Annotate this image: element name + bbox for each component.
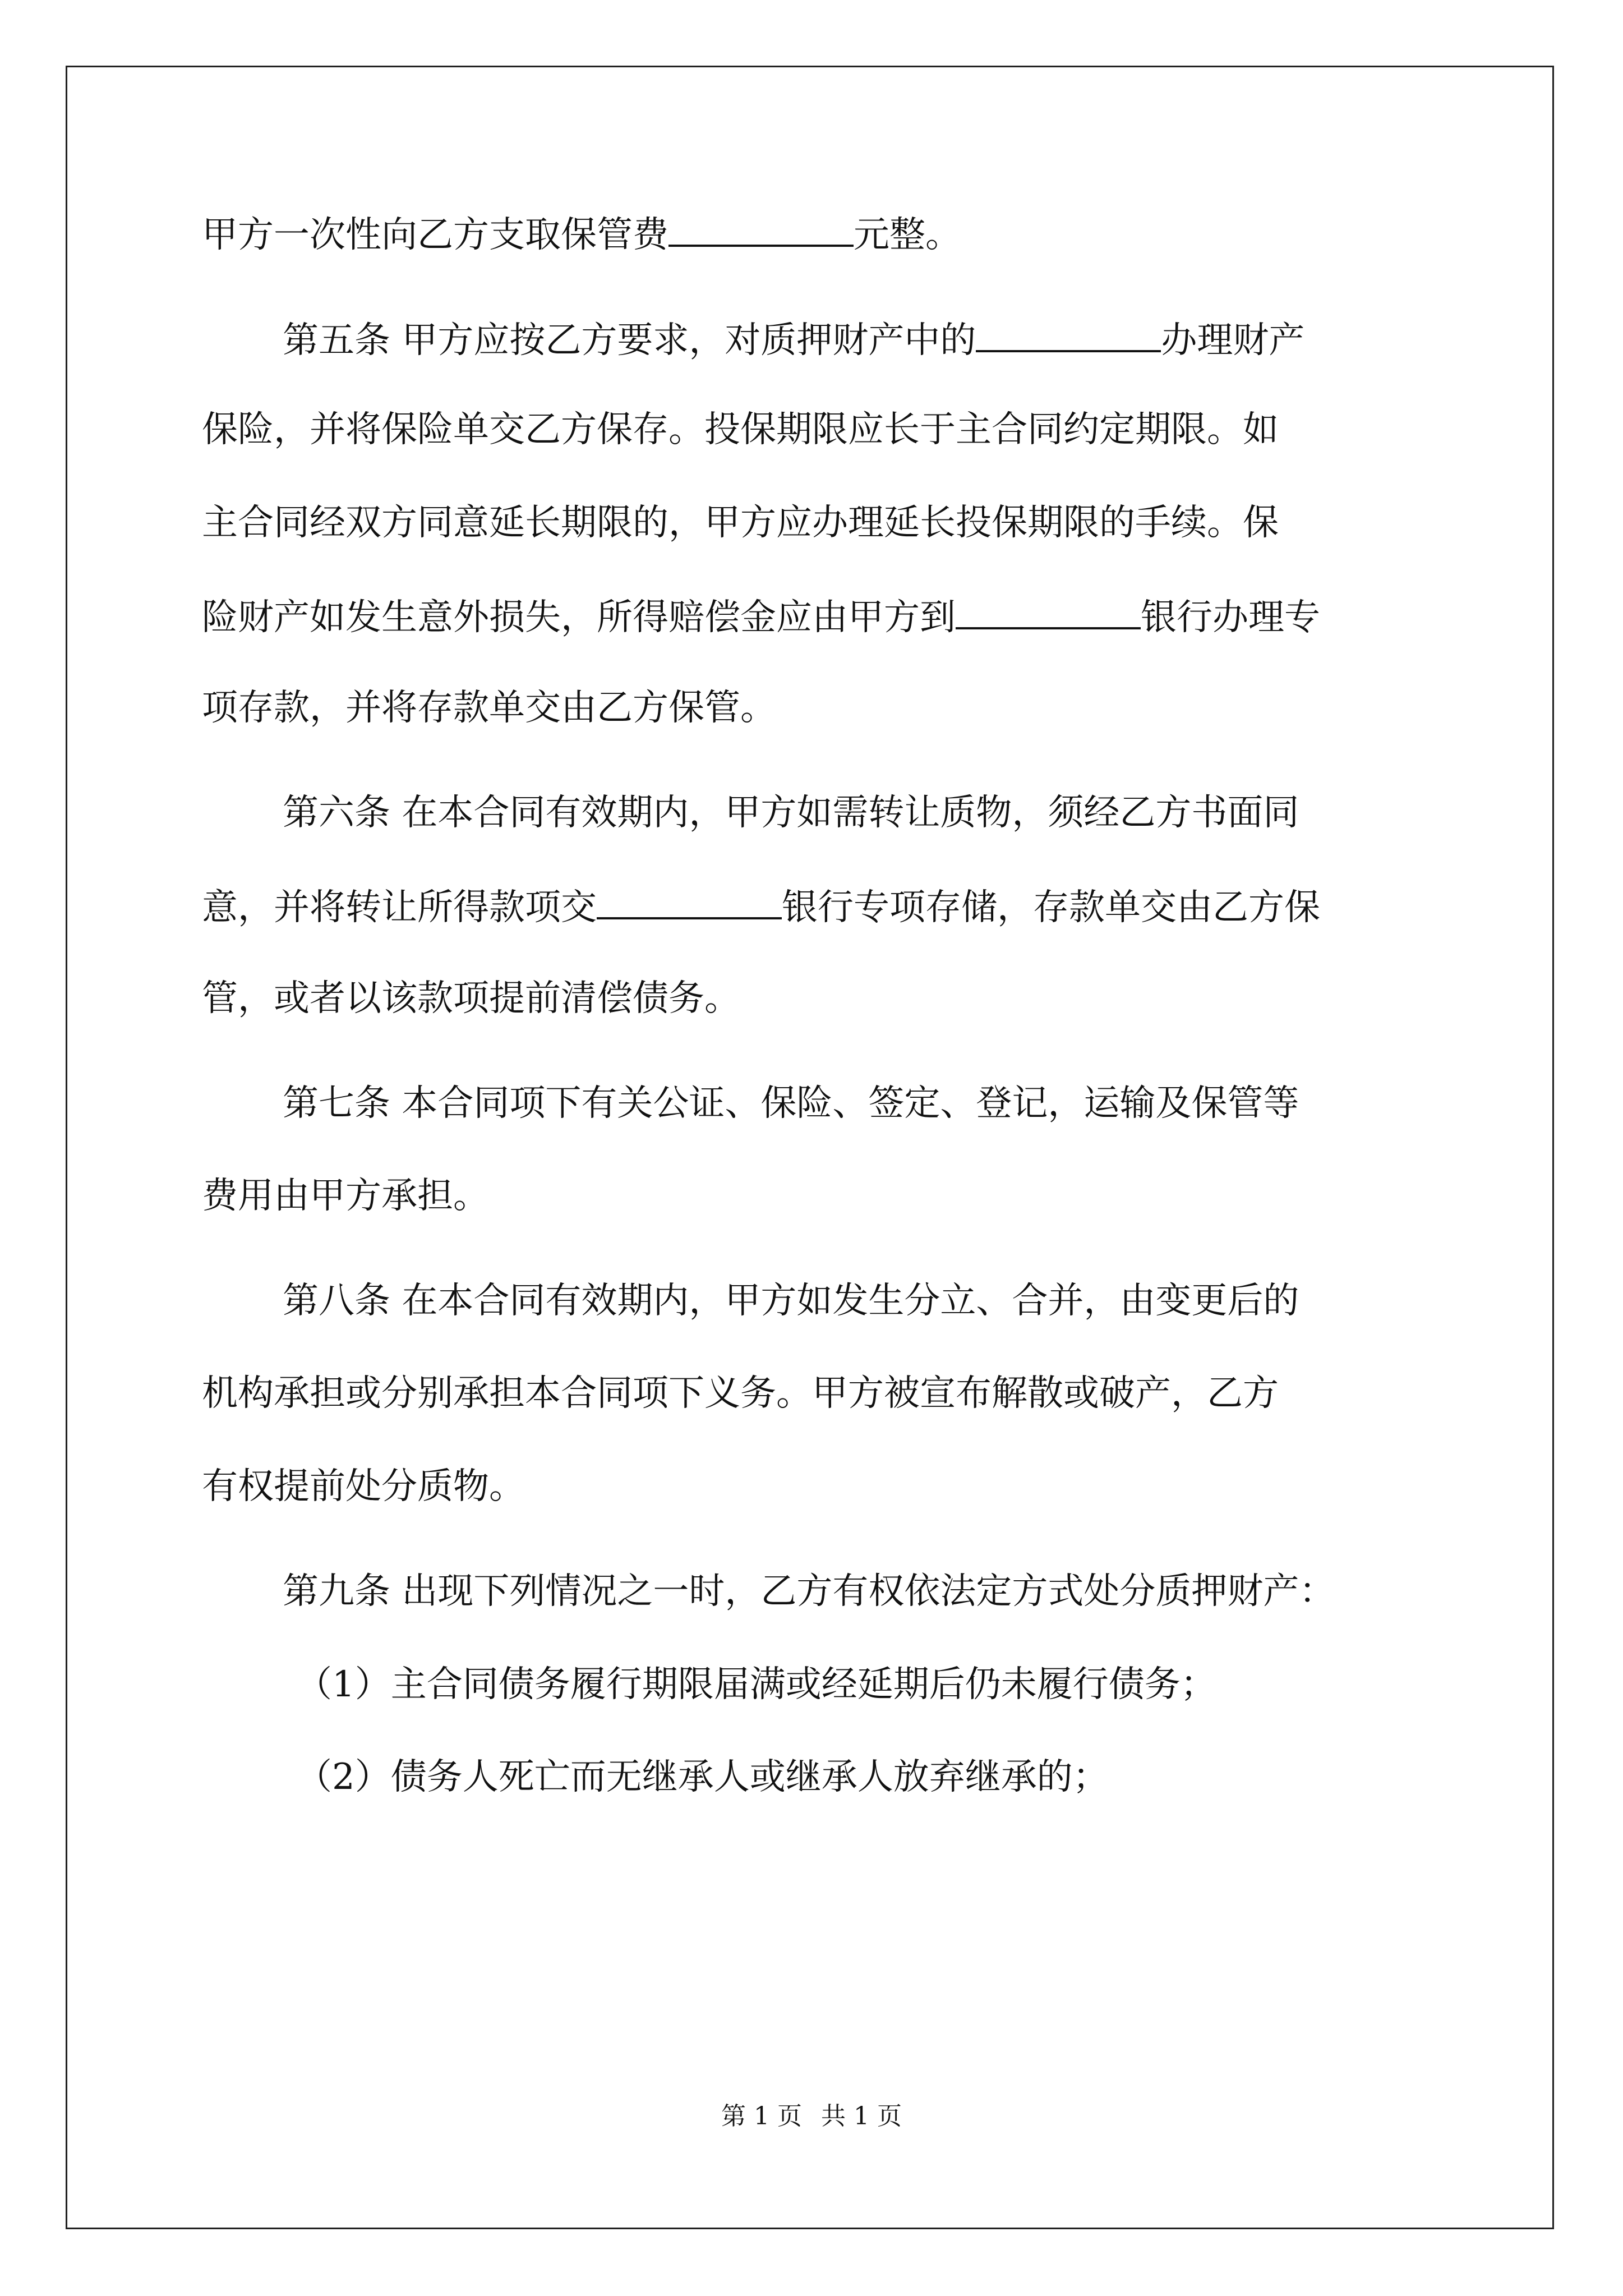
page-total: 共 1 页: [821, 2102, 902, 2131]
fill-in-blank: [597, 880, 782, 919]
page-footer: [0, 2101, 1623, 2132]
text-line: 第七条 本合同项下有关公证、保险、签定、登记，运输及保管等: [283, 1083, 1299, 1124]
text-line: 主合同经双方同意延长期限的，甲方应办理延长投保期限的手续。保: [202, 502, 1279, 544]
text-line: 保险，并将保险单交乙方保存。投保期限应长于主合同约定期限。如: [202, 409, 1279, 450]
text-line: 险财产如发生意外损失，所得赔偿金应由甲方到 银行办理专: [202, 590, 1320, 641]
text-line: 甲方一次性向乙方支取保管费 元整。: [202, 208, 961, 258]
list-item: （2）债务人死亡而无继承人或继承人放弃继承的；: [296, 1756, 1109, 1798]
text-line: 第八条 在本合同有效期内，甲方如发生分立、合并，由变更后的: [283, 1280, 1299, 1322]
text-line: 第五条 甲方应按乙方要求，对质押财产中的 办理财产: [283, 313, 1304, 364]
text-line: 第六条 在本合同有效期内，甲方如需转让质物，须经乙方书面同: [283, 792, 1299, 834]
page-border: [66, 66, 1554, 2229]
text-line: 第九条 出现下列情况之一时，乙方有权依法定方式处分质押财产：: [283, 1571, 1335, 1612]
list-item: （1）主合同债务履行期限届满或经延期后仍未履行债务；: [296, 1664, 1216, 1705]
text-line: 费用由甲方承担。: [202, 1175, 489, 1217]
fill-in-blank: [668, 208, 854, 247]
fill-in-blank: [956, 590, 1141, 629]
text-line: 机构承担或分别承担本合同项下义务。甲方被宣布解散或破产，乙方: [202, 1373, 1279, 1414]
text-line: 意，并将转让所得款项交 银行专项存储，存款单交由乙方保: [202, 880, 1320, 931]
page-number: 第 1 页: [721, 2102, 802, 2131]
text-line: 项存款，并将存款单交由乙方保管。: [202, 687, 776, 729]
fill-in-blank: [976, 313, 1161, 352]
text-line: 有权提前处分质物。: [202, 1466, 525, 1507]
text-line: 管，或者以该款项提前清偿债务。: [202, 978, 740, 1019]
